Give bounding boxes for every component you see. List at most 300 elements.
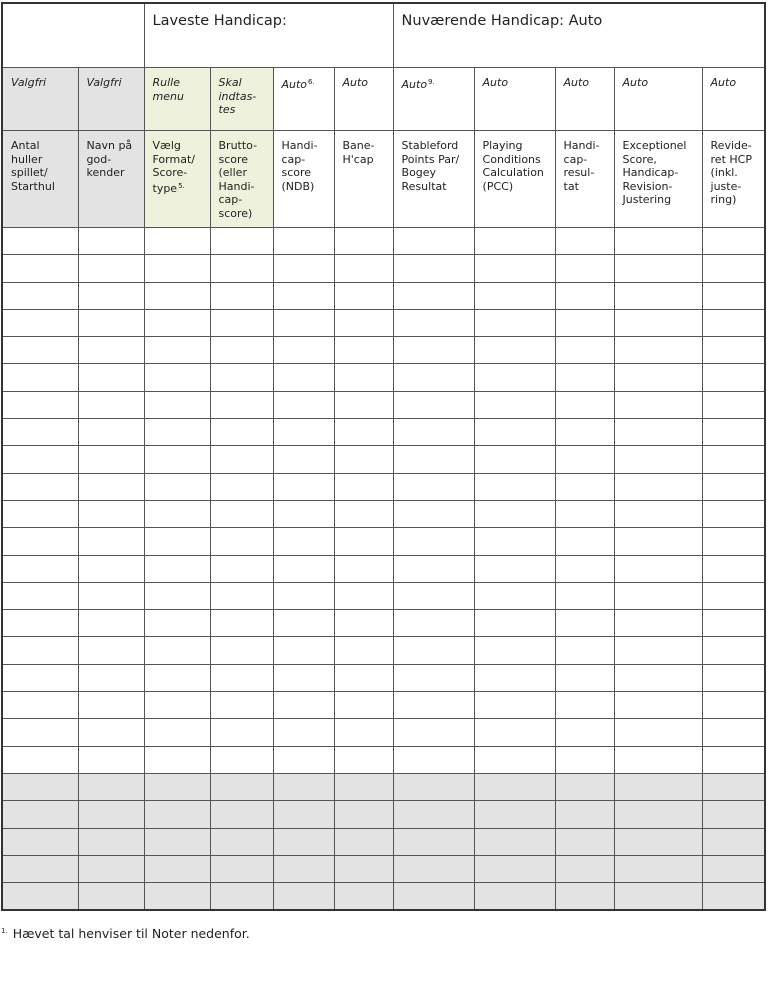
table-cell[interactable] — [393, 391, 474, 418]
table-cell[interactable] — [555, 309, 614, 336]
table-cell[interactable] — [144, 801, 210, 828]
table-cell[interactable] — [393, 582, 474, 609]
table-cell[interactable] — [614, 555, 702, 582]
table-cell[interactable] — [614, 282, 702, 309]
table-cell[interactable] — [393, 555, 474, 582]
table-cell[interactable] — [702, 637, 765, 664]
table-cell[interactable] — [78, 692, 144, 719]
table-cell[interactable] — [2, 555, 78, 582]
table-cell[interactable] — [614, 419, 702, 446]
table-cell[interactable] — [78, 855, 144, 882]
table-cell[interactable] — [702, 746, 765, 773]
table-cell[interactable] — [2, 309, 78, 336]
table-cell[interactable] — [702, 610, 765, 637]
table-cell[interactable] — [614, 391, 702, 418]
table-cell[interactable] — [334, 555, 393, 582]
table-cell[interactable] — [273, 446, 334, 473]
column-description-row — [2, 131, 765, 228]
table-cell[interactable] — [334, 255, 393, 282]
table-cell[interactable] — [334, 446, 393, 473]
table-cell[interactable] — [144, 855, 210, 882]
table-cell[interactable] — [393, 500, 474, 527]
table-cell[interactable] — [2, 337, 78, 364]
table-cell[interactable] — [555, 610, 614, 637]
table-cell[interactable] — [78, 528, 144, 555]
table-cell[interactable] — [210, 855, 273, 882]
column-description-cell — [702, 131, 765, 228]
table-cell[interactable] — [144, 883, 210, 911]
table-cell[interactable] — [393, 801, 474, 828]
table-cell[interactable] — [210, 664, 273, 691]
table-cell[interactable] — [334, 855, 393, 882]
table-cell[interactable] — [555, 419, 614, 446]
table-cell[interactable] — [614, 364, 702, 391]
table-cell[interactable] — [334, 610, 393, 637]
table-cell[interactable] — [210, 337, 273, 364]
table-cell[interactable] — [614, 500, 702, 527]
table-cell[interactable] — [273, 228, 334, 255]
table-cell[interactable] — [144, 582, 210, 609]
table-cell[interactable] — [614, 801, 702, 828]
column-description — [3, 131, 78, 193]
table-cell[interactable] — [144, 391, 210, 418]
table-cell[interactable] — [144, 255, 210, 282]
table-cell[interactable] — [614, 664, 702, 691]
table-cell[interactable] — [702, 282, 765, 309]
table-cell[interactable] — [702, 391, 765, 418]
table-cell[interactable] — [702, 582, 765, 609]
table-cell[interactable] — [210, 692, 273, 719]
table-cell[interactable] — [2, 528, 78, 555]
table-cell[interactable] — [144, 719, 210, 746]
table-cell[interactable] — [614, 228, 702, 255]
table-cell[interactable] — [273, 828, 334, 855]
table-cell[interactable] — [2, 773, 78, 800]
table-cell[interactable] — [555, 828, 614, 855]
table-cell[interactable] — [474, 309, 555, 336]
table-cell[interactable] — [393, 446, 474, 473]
table-cell[interactable] — [393, 309, 474, 336]
table-row — [2, 637, 765, 664]
table-cell[interactable] — [210, 883, 273, 911]
table-cell[interactable] — [78, 309, 144, 336]
table-row — [2, 528, 765, 555]
table-cell[interactable] — [210, 446, 273, 473]
table-row — [2, 883, 765, 911]
table-cell[interactable] — [2, 610, 78, 637]
table-cell[interactable] — [334, 828, 393, 855]
table-cell[interactable] — [474, 255, 555, 282]
table-cell[interactable] — [614, 446, 702, 473]
table-cell[interactable] — [2, 419, 78, 446]
table-cell[interactable] — [144, 746, 210, 773]
table-cell[interactable] — [334, 692, 393, 719]
table-cell[interactable] — [393, 664, 474, 691]
column-tag-cell — [393, 68, 474, 131]
table-cell[interactable] — [210, 255, 273, 282]
table-cell[interactable] — [273, 773, 334, 800]
table-cell[interactable] — [474, 528, 555, 555]
table-cell[interactable] — [2, 746, 78, 773]
column-description — [211, 131, 273, 220]
table-cell[interactable] — [144, 610, 210, 637]
table-cell[interactable] — [144, 637, 210, 664]
table-cell[interactable] — [210, 801, 273, 828]
table-cell[interactable] — [144, 500, 210, 527]
table-cell[interactable] — [334, 664, 393, 691]
table-cell[interactable] — [393, 255, 474, 282]
table-cell[interactable] — [144, 282, 210, 309]
table-cell[interactable] — [474, 446, 555, 473]
table-cell[interactable] — [555, 692, 614, 719]
table-cell[interactable] — [393, 692, 474, 719]
table-cell[interactable] — [78, 773, 144, 800]
column-description — [274, 131, 334, 193]
table-cell[interactable] — [334, 337, 393, 364]
table-cell[interactable] — [393, 828, 474, 855]
table-cell[interactable] — [78, 364, 144, 391]
table-cell[interactable] — [2, 692, 78, 719]
table-row — [2, 282, 765, 309]
table-cell[interactable] — [78, 473, 144, 500]
table-cell[interactable] — [474, 337, 555, 364]
table-cell[interactable] — [144, 446, 210, 473]
table-cell[interactable] — [614, 309, 702, 336]
table-cell[interactable] — [210, 746, 273, 773]
table-cell[interactable] — [474, 610, 555, 637]
table-cell[interactable] — [555, 746, 614, 773]
table-cell[interactable] — [334, 773, 393, 800]
table-cell[interactable] — [144, 473, 210, 500]
table-cell[interactable] — [702, 337, 765, 364]
table-cell[interactable] — [78, 282, 144, 309]
column-description-text: Playing Conditions Calculation (PCC) — [482, 139, 544, 193]
table-cell[interactable] — [702, 528, 765, 555]
table-cell[interactable] — [78, 419, 144, 446]
table-cell[interactable] — [273, 473, 334, 500]
table-cell[interactable] — [702, 855, 765, 882]
table-cell[interactable] — [78, 582, 144, 609]
table-cell[interactable] — [273, 282, 334, 309]
table-cell[interactable] — [614, 746, 702, 773]
table-cell[interactable] — [210, 773, 273, 800]
table-cell[interactable] — [614, 883, 702, 911]
table-cell[interactable] — [78, 391, 144, 418]
table-cell[interactable] — [474, 555, 555, 582]
table-row — [2, 364, 765, 391]
table-cell[interactable] — [334, 309, 393, 336]
table-cell[interactable] — [393, 855, 474, 882]
table-cell[interactable] — [78, 746, 144, 773]
table-cell[interactable] — [474, 801, 555, 828]
table-cell[interactable] — [2, 228, 78, 255]
table-cell[interactable] — [2, 364, 78, 391]
table-cell[interactable] — [334, 391, 393, 418]
table-cell[interactable] — [555, 446, 614, 473]
lowest-handicap-header — [144, 3, 393, 68]
table-cell[interactable] — [210, 309, 273, 336]
table-cell[interactable] — [2, 828, 78, 855]
column-tag-text: Valgfri — [11, 76, 47, 89]
table-cell[interactable] — [393, 282, 474, 309]
table-cell[interactable] — [144, 419, 210, 446]
table-cell[interactable] — [144, 364, 210, 391]
table-cell[interactable] — [702, 883, 765, 911]
table-cell[interactable] — [78, 337, 144, 364]
table-cell[interactable] — [334, 719, 393, 746]
table-cell[interactable] — [474, 473, 555, 500]
table-row — [2, 473, 765, 500]
table-cell[interactable] — [393, 637, 474, 664]
table-cell[interactable] — [702, 500, 765, 527]
table-cell[interactable] — [555, 773, 614, 800]
table-cell[interactable] — [393, 528, 474, 555]
table-cell[interactable] — [78, 801, 144, 828]
table-cell[interactable] — [2, 664, 78, 691]
table-cell[interactable] — [2, 473, 78, 500]
column-description-note: 5. — [178, 181, 185, 190]
table-cell[interactable] — [555, 282, 614, 309]
table-cell[interactable] — [78, 637, 144, 664]
table-cell[interactable] — [393, 228, 474, 255]
table-cell[interactable] — [210, 637, 273, 664]
table-cell[interactable] — [210, 473, 273, 500]
table-cell[interactable] — [144, 828, 210, 855]
table-cell[interactable] — [555, 500, 614, 527]
table-cell[interactable] — [2, 719, 78, 746]
table-cell[interactable] — [334, 528, 393, 555]
table-cell[interactable] — [702, 719, 765, 746]
table-cell[interactable] — [144, 309, 210, 336]
table-cell[interactable] — [144, 664, 210, 691]
table-cell[interactable] — [474, 637, 555, 664]
column-tag-cell — [702, 68, 765, 131]
table-cell[interactable] — [273, 582, 334, 609]
table-cell[interactable] — [474, 500, 555, 527]
table-cell[interactable] — [78, 610, 144, 637]
table-row — [2, 746, 765, 773]
table-cell[interactable] — [702, 309, 765, 336]
table-cell[interactable] — [702, 664, 765, 691]
table-cell[interactable] — [210, 528, 273, 555]
table-cell[interactable] — [334, 228, 393, 255]
table-cell[interactable] — [702, 692, 765, 719]
table-cell[interactable] — [210, 228, 273, 255]
table-cell[interactable] — [702, 228, 765, 255]
table-cell[interactable] — [210, 364, 273, 391]
table-cell[interactable] — [144, 528, 210, 555]
table-cell[interactable] — [393, 773, 474, 800]
table-row — [2, 828, 765, 855]
table-cell[interactable] — [78, 828, 144, 855]
table-cell[interactable] — [702, 419, 765, 446]
table-cell[interactable] — [273, 855, 334, 882]
table-cell[interactable] — [334, 637, 393, 664]
column-tag — [79, 68, 144, 90]
table-cell[interactable] — [393, 364, 474, 391]
table-cell[interactable] — [2, 282, 78, 309]
table-cell[interactable] — [78, 500, 144, 527]
column-tag-cell — [614, 68, 702, 131]
table-cell[interactable] — [474, 773, 555, 800]
table-cell[interactable] — [555, 228, 614, 255]
table-cell[interactable] — [334, 801, 393, 828]
table-cell[interactable] — [273, 692, 334, 719]
table-cell[interactable] — [555, 664, 614, 691]
table-cell[interactable] — [474, 228, 555, 255]
table-cell[interactable] — [614, 528, 702, 555]
table-cell[interactable] — [210, 555, 273, 582]
table-cell[interactable] — [474, 828, 555, 855]
table-cell[interactable] — [210, 282, 273, 309]
table-cell[interactable] — [78, 664, 144, 691]
table-cell[interactable] — [273, 364, 334, 391]
table-cell[interactable] — [614, 473, 702, 500]
table-cell[interactable] — [2, 855, 78, 882]
table-cell[interactable] — [702, 801, 765, 828]
table-cell[interactable] — [2, 637, 78, 664]
table-cell[interactable] — [555, 719, 614, 746]
table-cell[interactable] — [474, 855, 555, 882]
table-cell[interactable] — [144, 692, 210, 719]
table-cell[interactable] — [702, 364, 765, 391]
table-cell[interactable] — [273, 883, 334, 911]
table-cell[interactable] — [393, 746, 474, 773]
table-cell[interactable] — [555, 883, 614, 911]
table-cell[interactable] — [210, 391, 273, 418]
table-cell[interactable] — [334, 883, 393, 911]
table-cell[interactable] — [334, 282, 393, 309]
table-cell[interactable] — [78, 255, 144, 282]
lowest-handicap-label: Laveste Handicap: — [152, 13, 287, 29]
table-cell[interactable] — [210, 610, 273, 637]
table-cell[interactable] — [614, 719, 702, 746]
table-cell[interactable] — [393, 473, 474, 500]
table-cell[interactable] — [393, 610, 474, 637]
column-description — [703, 131, 765, 207]
table-cell[interactable] — [2, 500, 78, 527]
table-cell[interactable] — [474, 282, 555, 309]
table-cell[interactable] — [273, 309, 334, 336]
table-cell[interactable] — [334, 473, 393, 500]
table-cell[interactable] — [702, 446, 765, 473]
table-cell[interactable] — [144, 337, 210, 364]
table-cell[interactable] — [144, 228, 210, 255]
table-cell[interactable] — [78, 555, 144, 582]
table-cell[interactable] — [393, 419, 474, 446]
table-cell[interactable] — [614, 828, 702, 855]
table-cell[interactable] — [273, 555, 334, 582]
table-cell[interactable] — [2, 446, 78, 473]
table-cell[interactable] — [555, 637, 614, 664]
table-cell[interactable] — [273, 637, 334, 664]
table-cell[interactable] — [702, 555, 765, 582]
table-cell[interactable] — [210, 719, 273, 746]
table-cell[interactable] — [474, 883, 555, 911]
table-cell[interactable] — [555, 337, 614, 364]
table-cell[interactable] — [474, 391, 555, 418]
table-cell[interactable] — [614, 855, 702, 882]
table-cell[interactable] — [614, 337, 702, 364]
table-cell[interactable] — [702, 773, 765, 800]
table-cell[interactable] — [614, 610, 702, 637]
table-cell[interactable] — [614, 692, 702, 719]
table-cell[interactable] — [2, 883, 78, 911]
table-cell[interactable] — [555, 582, 614, 609]
table-cell[interactable] — [210, 828, 273, 855]
table-cell[interactable] — [393, 883, 474, 911]
table-cell[interactable] — [210, 419, 273, 446]
table-cell[interactable] — [555, 391, 614, 418]
table-cell[interactable] — [273, 391, 334, 418]
table-cell[interactable] — [555, 801, 614, 828]
table-cell[interactable] — [78, 228, 144, 255]
table-cell[interactable] — [555, 255, 614, 282]
column-description-cell — [210, 131, 273, 228]
table-cell[interactable] — [273, 801, 334, 828]
table-cell[interactable] — [614, 255, 702, 282]
table-cell[interactable] — [702, 473, 765, 500]
table-cell[interactable] — [334, 582, 393, 609]
table-cell[interactable] — [555, 364, 614, 391]
table-cell[interactable] — [474, 719, 555, 746]
table-cell[interactable] — [273, 255, 334, 282]
table-cell[interactable] — [144, 773, 210, 800]
table-cell[interactable] — [393, 719, 474, 746]
table-cell[interactable] — [393, 337, 474, 364]
table-cell[interactable] — [273, 610, 334, 637]
table-cell[interactable] — [555, 473, 614, 500]
table-cell[interactable] — [474, 692, 555, 719]
table-cell[interactable] — [273, 528, 334, 555]
table-cell[interactable] — [555, 528, 614, 555]
table-cell[interactable] — [210, 500, 273, 527]
table-cell[interactable] — [474, 364, 555, 391]
table-cell[interactable] — [2, 391, 78, 418]
table-cell[interactable] — [555, 555, 614, 582]
table-cell[interactable] — [334, 500, 393, 527]
table-cell[interactable] — [78, 883, 144, 911]
table-cell[interactable] — [273, 746, 334, 773]
table-cell[interactable] — [474, 582, 555, 609]
table-cell[interactable] — [702, 255, 765, 282]
table-cell[interactable] — [474, 419, 555, 446]
table-cell[interactable] — [555, 855, 614, 882]
table-cell[interactable] — [474, 664, 555, 691]
table-cell[interactable] — [273, 719, 334, 746]
table-cell[interactable] — [273, 419, 334, 446]
table-cell[interactable] — [334, 364, 393, 391]
table-cell[interactable] — [273, 664, 334, 691]
table-cell[interactable] — [474, 746, 555, 773]
column-tag-note: 6. — [308, 78, 315, 86]
table-cell[interactable] — [614, 582, 702, 609]
table-cell[interactable] — [2, 255, 78, 282]
table-cell[interactable] — [2, 801, 78, 828]
table-cell[interactable] — [702, 828, 765, 855]
table-cell[interactable] — [334, 419, 393, 446]
table-cell[interactable] — [334, 746, 393, 773]
table-cell[interactable] — [614, 637, 702, 664]
table-cell[interactable] — [273, 337, 334, 364]
table-cell[interactable] — [210, 582, 273, 609]
table-cell[interactable] — [144, 555, 210, 582]
table-cell[interactable] — [273, 500, 334, 527]
table-cell[interactable] — [614, 773, 702, 800]
table-cell[interactable] — [78, 719, 144, 746]
table-cell[interactable] — [78, 446, 144, 473]
table-cell[interactable] — [2, 582, 78, 609]
